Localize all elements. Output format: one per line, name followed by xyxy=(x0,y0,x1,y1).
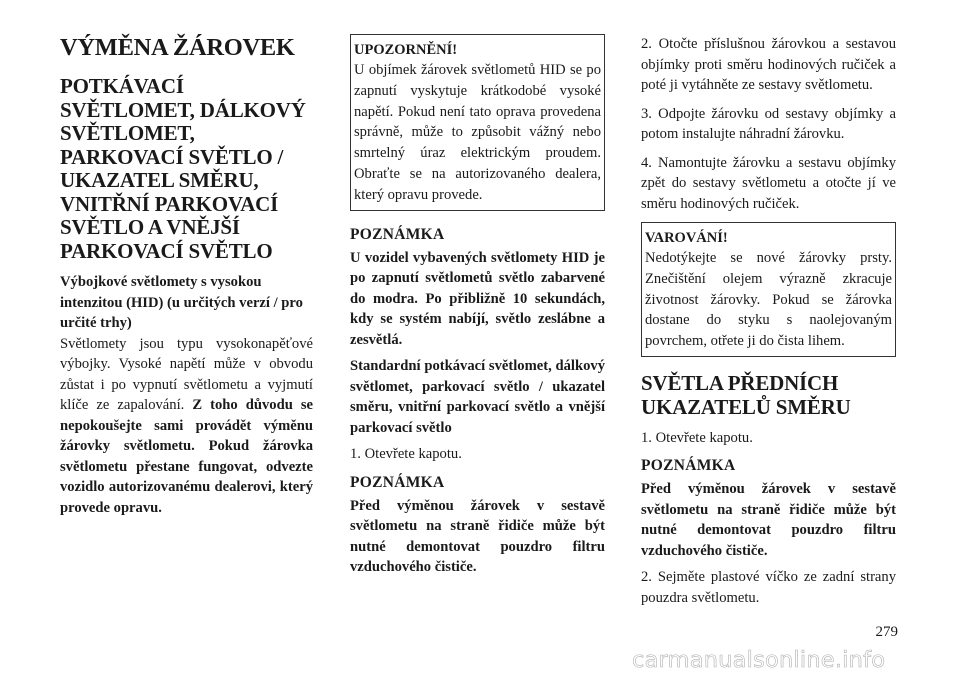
watermark: carmanualsonline.info xyxy=(632,647,886,673)
page-title: VÝMĚNA ŽÁROVEK xyxy=(60,34,295,61)
hid-text: Světlomety jsou typu vysokonapěťové výbojky. Vysoké napětí může v obvodu zůstat i po vypnutí světlometu a vyjmutí klíče ze zapalování. xyxy=(60,335,313,413)
step-remove-cap: 2. Sejměte plastové víčko ze zadní strany pouzdra světlometu. xyxy=(641,569,896,606)
warning-box xyxy=(350,34,605,211)
step-disconnect-bulb: 3. Odpojte žárovku od sestavy objímky a potom instalujte náhradní žárovku. xyxy=(641,105,896,142)
left-column xyxy=(60,34,313,526)
hid-text-bold: Z toho důvodu se nepokoušejte sami provádět výměnu žárovky světlometu. Pokud žárovka světlometu přestane fungovat, odvezte vozidlo autorizovanému dealerovi, který provede opravu. xyxy=(60,397,314,516)
turn-signal-heading: SVĚTLA PŘEDNÍCH UKAZATELŮ SMĚRU xyxy=(641,370,851,419)
hid-paragraph xyxy=(60,334,313,519)
right-column xyxy=(641,34,896,616)
standard-bulbs-heading: Standardní potkávací světlomet, dálkový světlomet, parkovací světlo / ukazatel směru, vnitřní parkovací světlo a vnější parkovací světlo xyxy=(350,358,605,436)
caution-title: VAROVÁNÍ! xyxy=(645,230,728,246)
step-rotate-bulb: 2. Otočte příslušnou žárovkou a sestavou objímky proti směru hodinových ručiček a poté ji vytáhněte ze sestavy světlometu. xyxy=(641,36,896,93)
note-text-3: Před výměnou žárovek v sestavě světlometu na straně řidiče může být nutné demontovat pouzdro filtru vzduchového čističe. xyxy=(641,481,896,559)
step-open-hood: 1. Otevřete kapotu. xyxy=(350,446,462,463)
note-heading-3: POZNÁMKA xyxy=(641,457,736,475)
step-open-hood-2: 1. Otevřete kapotu. xyxy=(641,429,753,446)
note-text: U vozidel vybavených světlomety HID je po zapnutí světlometů světlo zabarvené do modra. Po přibližně 10 sekundách, kdy se systém nabíjí, světlo zeslábne a zesvětlá. xyxy=(350,249,605,348)
page-number: 279 xyxy=(875,624,898,640)
caution-box xyxy=(641,222,896,357)
warning-text: U objímek žárovek světlometů HID se po zapnutí vyskytuje krátkodobé vysoké napětí. Pokud není tato oprava provedena správně, může to způsobit vážný nebo smrtelný úraz elektrickým proudem. Obraťte se na autorizovaného dealera, který opravu provede. xyxy=(354,62,601,203)
note-heading-2: POZNÁMKA xyxy=(350,473,445,491)
warning-title: UPOZORNĚNÍ! xyxy=(354,42,458,58)
note-heading: POZNÁMKA xyxy=(350,225,445,243)
hid-subheading: Výbojkové světlomety s vysokou intenzitou (HID) (u určitých verzí / pro určité trhy) xyxy=(60,274,303,331)
section-heading: POTKÁVACÍ SVĚTLOMET, DÁLKOVÝ SVĚTLOMET, PARKOVACÍ SVĚTLO / UKAZATEL SMĚRU, VNITŘNÍ PARKOVACÍ SVĚTLO A VNĚJŠÍ PARKOVACÍ SVĚTLO xyxy=(60,74,306,263)
middle-column xyxy=(350,34,605,584)
caution-text: Nedotýkejte se nové žárovky prsty. Znečištění olejem výrazně zkracuje životnost žárovky. Pokud se žárovka dostane do styku s naolejovaným povrchem, otřete ji do čista lihem. xyxy=(645,250,892,350)
step-install-bulb: 4. Namontujte žárovku a sestavu objímky zpět do sestavy světlometu a otočte jí ve směru hodinových ručiček. xyxy=(641,154,896,212)
note-text-2: Před výměnou žárovek v sestavě světlometu na straně řidiče může být nutné demontovat pouzdro filtru vzduchového čističe. xyxy=(350,497,605,576)
